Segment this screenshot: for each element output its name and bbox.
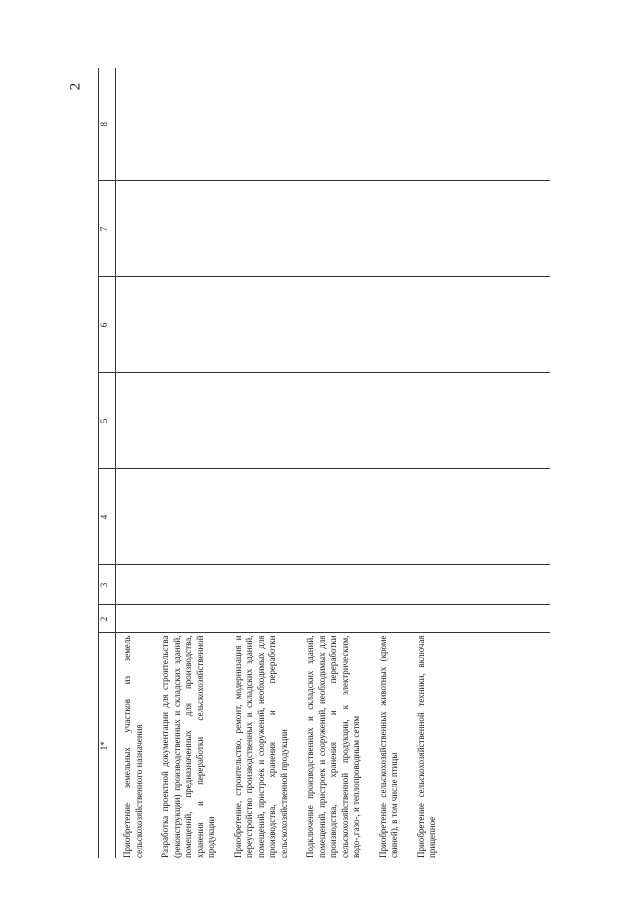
column-header-3: 3 <box>99 565 116 605</box>
table-cell-col-3 <box>116 565 551 605</box>
table-cell-col-2 <box>116 605 551 633</box>
table-cell-col-4 <box>116 469 551 565</box>
table-cell-col-6 <box>116 277 551 373</box>
column-header-5: 5 <box>99 373 116 469</box>
table-body-row <box>116 68 551 858</box>
rotated-table-container <box>98 68 543 858</box>
table-cell-col-8 <box>116 68 551 181</box>
expense-item: Приобретение, строительство, ремонт, модернизация и переустройство производственных и складских зданий, помещений, пристроек и сооружений, необходимых для производства, хранения и переработки сельскохозяйственной продукции <box>232 635 289 858</box>
expense-item: Приобретение сельскохозяйственных животных (кроме свиней), в том числе птицы <box>377 635 399 858</box>
page-number: 2 <box>67 82 84 91</box>
table-cell-col-7 <box>116 181 551 277</box>
expense-item: Приобретение сельскохозяйственной техники, включая прицепное <box>415 635 437 858</box>
expense-items-cell <box>116 633 551 858</box>
table-cell-col-5 <box>116 373 551 469</box>
expense-table <box>98 68 550 858</box>
column-header-7: 7 <box>99 181 116 277</box>
column-header-6: 6 <box>99 277 116 373</box>
expense-item: Подключение производственных и складских зданий, помещений, пристроек и сооружений, необходимых для производства, хранения и переработки сельскохозяйственной продукции, к электрическим, водо-,газо-, и теплопроводным сетям <box>305 635 361 858</box>
expense-item: Разработка проектной документации для строительства (реконструкции) производственных и складских зданий, помещений, предназначенных для производства, хранения и переработки сельскохозяйственной продукции <box>160 635 216 858</box>
column-header-1: 1* <box>99 633 116 858</box>
column-header-8: 8 <box>99 68 116 181</box>
column-header-4: 4 <box>99 469 116 565</box>
table-header-row <box>99 68 116 858</box>
expense-item: Приобретение земельных участков из земель сельскохозяйственного назначения <box>122 635 144 858</box>
column-header-2: 2 <box>99 605 116 633</box>
